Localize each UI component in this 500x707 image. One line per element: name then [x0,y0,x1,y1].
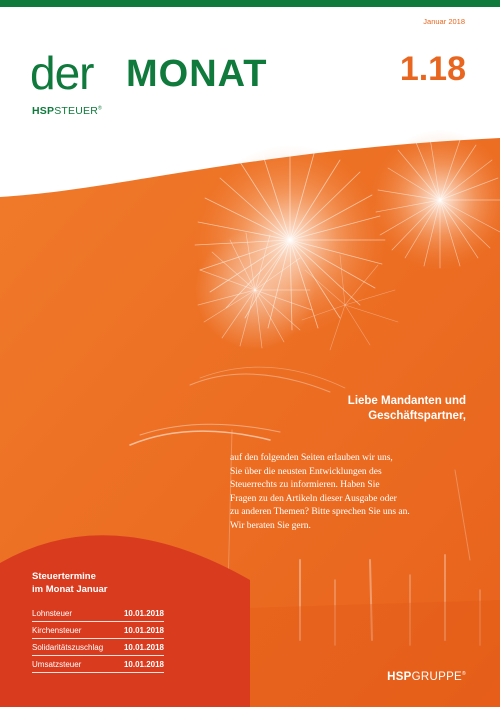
intro-line: auf den folgenden Seiten erlauben wir uns, [230,453,393,463]
publisher-name: STEUER [54,105,98,117]
greeting-line: Geschäftspartner, [368,410,466,422]
issue-date: Januar 2018 [423,17,465,26]
group-name: GRUPPE [411,671,463,683]
registered-mark: ® [98,105,102,112]
deadline-row [32,656,164,673]
deadline-row [32,622,164,639]
intro-text [230,452,470,533]
deadline-label: Lohnsteuer [32,609,73,618]
deadline-row [32,639,164,656]
greeting-heading [266,394,466,424]
deadline-date: 10.01.2018 [123,660,164,669]
issue-number: 1.18 [399,50,466,88]
tax-deadlines [32,571,164,673]
intro-line: Sie über die neusten Entwicklungen des [230,466,382,477]
intro-line: Steuerrechts zu informieren. Haben Sie [230,480,380,490]
intro-line: zu anderen Themen? Bitte sprechen Sie uns an. [230,507,410,517]
deadlines-title-line: Steuertermine [32,571,96,582]
registered-mark: ® [462,671,466,678]
deadline-label: Solidaritätszuschlag [32,643,104,652]
deadlines-title [32,571,164,596]
intro-line: Fragen zu den Artikeln dieser Ausgabe oder [230,493,397,504]
group-prefix: HSP [387,671,412,683]
deadline-date: 10.01.2018 [123,626,164,635]
deadline-date: 10.01.2018 [123,643,164,652]
deadline-row [32,605,164,622]
publisher-prefix: HSP [32,105,55,117]
logo-monat-text: MONAT [126,53,268,95]
publisher-logo [32,105,102,117]
deadlines-title-line: im Monat Januar [32,583,108,595]
deadline-date: 10.01.2018 [123,609,164,618]
deadline-label: Kirchensteuer [32,626,82,635]
group-logo [387,671,466,683]
intro-line: Wir beraten Sie gern. [230,520,311,531]
deadline-label: Umsatzsteuer [32,660,82,669]
logo-der-text: der [30,47,94,99]
greeting-line: Liebe Mandanten und [347,395,466,407]
